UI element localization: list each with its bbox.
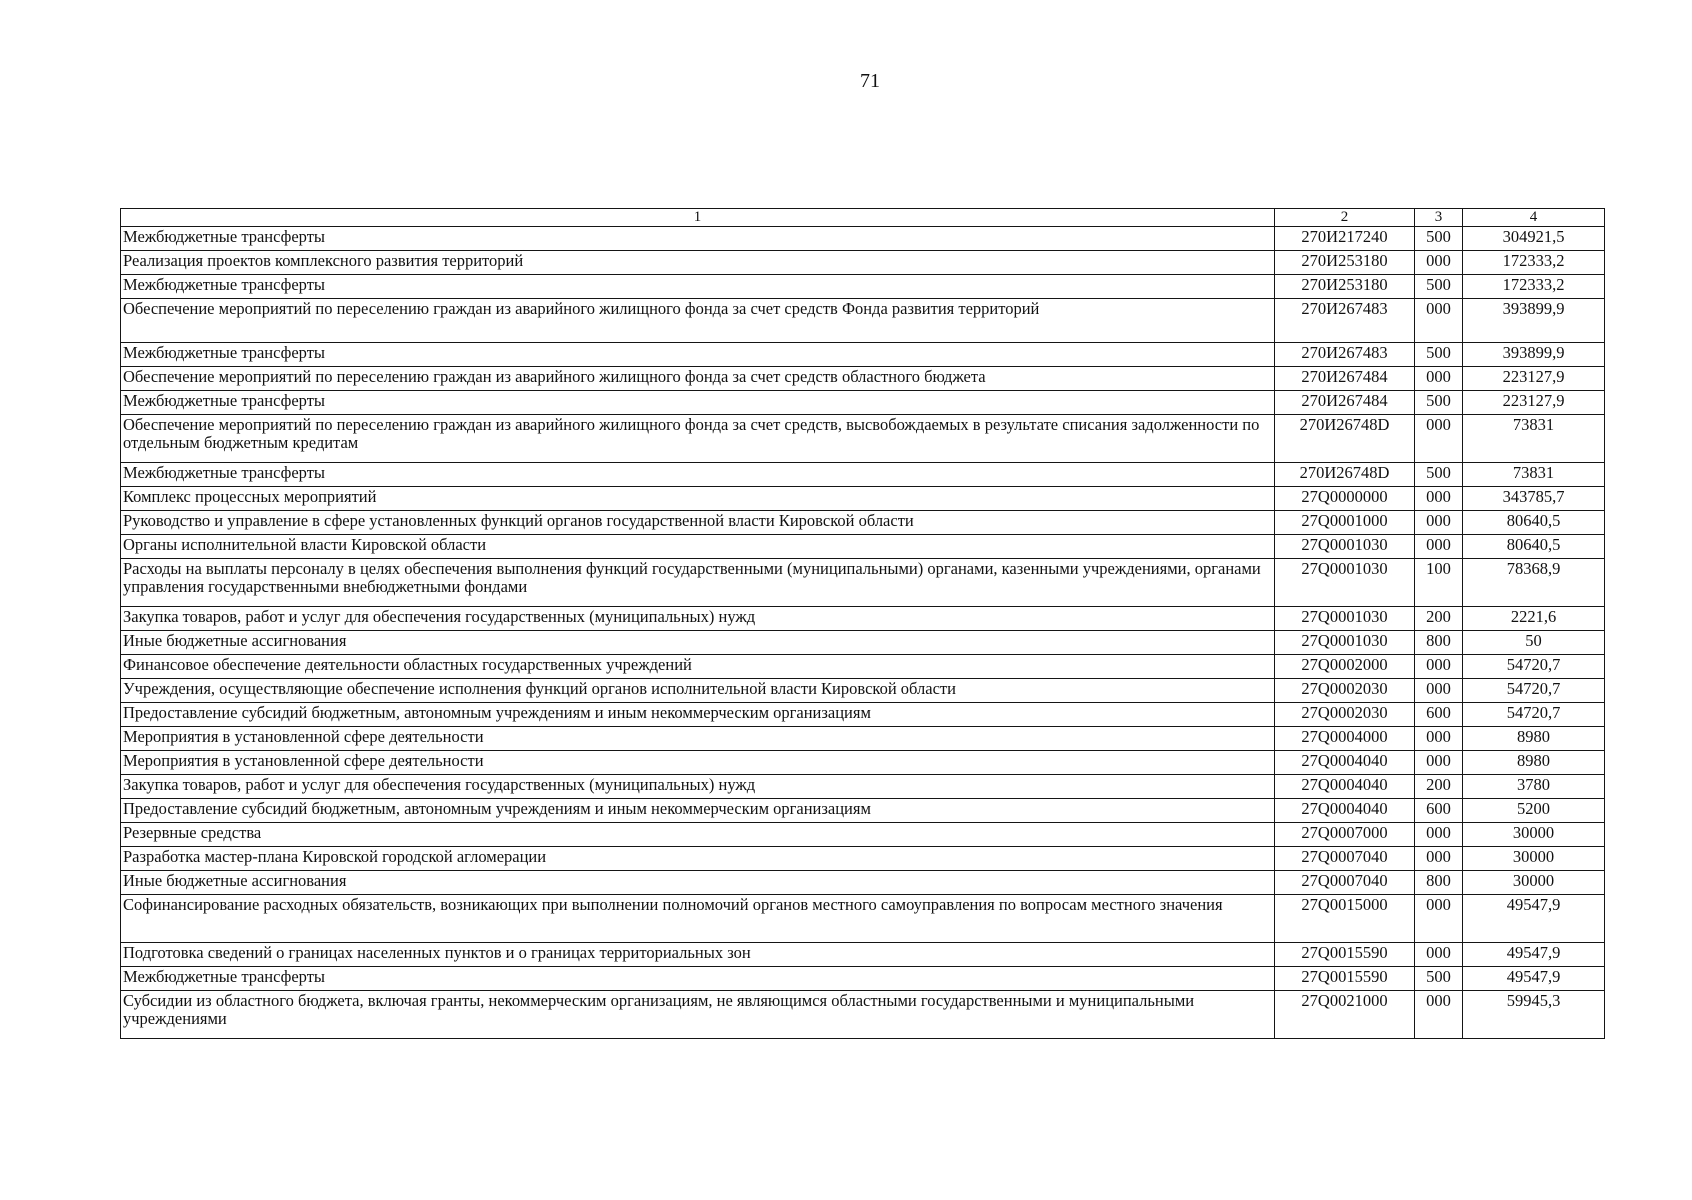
row-name: Обеспечение мероприятий по переселению граждан из аварийного жилищного фонда за счет средств, высвобождаемых в результате списания задолженности по отдельным бюджетным кредитам <box>121 415 1275 463</box>
row-amount: 172333,2 <box>1463 251 1605 275</box>
row-code: 27Q0021000 <box>1275 991 1415 1039</box>
row-code: 270И267484 <box>1275 391 1415 415</box>
row-expense-type: 500 <box>1415 343 1463 367</box>
row-amount: 30000 <box>1463 823 1605 847</box>
row-code: 270И253180 <box>1275 275 1415 299</box>
table-row <box>121 607 1605 631</box>
row-amount: 59945,3 <box>1463 991 1605 1039</box>
row-code: 27Q0002030 <box>1275 679 1415 703</box>
row-code: 27Q0015590 <box>1275 967 1415 991</box>
row-amount: 54720,7 <box>1463 655 1605 679</box>
row-amount: 393899,9 <box>1463 299 1605 343</box>
row-code: 27Q0002000 <box>1275 655 1415 679</box>
row-amount: 2221,6 <box>1463 607 1605 631</box>
row-name: Предоставление субсидий бюджетным, автономным учреждениям и иным некоммерческим организациям <box>121 799 1275 823</box>
table-row <box>121 823 1605 847</box>
row-expense-type: 000 <box>1415 415 1463 463</box>
row-expense-type: 800 <box>1415 631 1463 655</box>
row-name: Руководство и управление в сфере установленных функций органов государственной власти Кировской области <box>121 511 1275 535</box>
row-name: Реализация проектов комплексного развития территорий <box>121 251 1275 275</box>
row-name: Межбюджетные трансферты <box>121 343 1275 367</box>
row-amount: 73831 <box>1463 415 1605 463</box>
table-row <box>121 535 1605 559</box>
row-amount: 78368,9 <box>1463 559 1605 607</box>
row-expense-type: 500 <box>1415 463 1463 487</box>
table-row <box>121 943 1605 967</box>
row-code: 27Q0004040 <box>1275 751 1415 775</box>
row-code: 27Q0004000 <box>1275 727 1415 751</box>
row-expense-type: 500 <box>1415 967 1463 991</box>
table-row <box>121 703 1605 727</box>
row-amount: 172333,2 <box>1463 275 1605 299</box>
budget-table-body <box>121 209 1605 1039</box>
row-code: 27Q0000000 <box>1275 487 1415 511</box>
header-col-4: 4 <box>1463 209 1605 227</box>
row-amount: 49547,9 <box>1463 967 1605 991</box>
table-row <box>121 679 1605 703</box>
table-row <box>121 299 1605 343</box>
row-expense-type: 000 <box>1415 535 1463 559</box>
row-amount: 30000 <box>1463 847 1605 871</box>
row-amount: 8980 <box>1463 727 1605 751</box>
row-expense-type: 000 <box>1415 487 1463 511</box>
table-row <box>121 967 1605 991</box>
row-code: 27Q0007040 <box>1275 871 1415 895</box>
row-code: 270И267483 <box>1275 343 1415 367</box>
row-name: Резервные средства <box>121 823 1275 847</box>
table-row <box>121 751 1605 775</box>
row-code: 270И267483 <box>1275 299 1415 343</box>
row-expense-type: 000 <box>1415 511 1463 535</box>
row-expense-type: 000 <box>1415 751 1463 775</box>
row-name: Органы исполнительной власти Кировской области <box>121 535 1275 559</box>
row-amount: 73831 <box>1463 463 1605 487</box>
row-amount: 343785,7 <box>1463 487 1605 511</box>
table-row <box>121 227 1605 251</box>
row-expense-type: 000 <box>1415 655 1463 679</box>
row-expense-type: 000 <box>1415 251 1463 275</box>
row-amount: 50 <box>1463 631 1605 655</box>
row-name: Подготовка сведений о границах населенных пунктов и о границах территориальных зон <box>121 943 1275 967</box>
table-row <box>121 415 1605 463</box>
row-code: 27Q0001030 <box>1275 607 1415 631</box>
table-row <box>121 631 1605 655</box>
table-row <box>121 847 1605 871</box>
row-expense-type: 000 <box>1415 727 1463 751</box>
row-code: 270И217240 <box>1275 227 1415 251</box>
row-amount: 393899,9 <box>1463 343 1605 367</box>
row-name: Межбюджетные трансферты <box>121 967 1275 991</box>
row-name: Межбюджетные трансферты <box>121 463 1275 487</box>
row-expense-type: 000 <box>1415 991 1463 1039</box>
row-code: 27Q0007040 <box>1275 847 1415 871</box>
row-name: Обеспечение мероприятий по переселению граждан из аварийного жилищного фонда за счет средств областного бюджета <box>121 367 1275 391</box>
row-code: 27Q0001030 <box>1275 535 1415 559</box>
row-amount: 80640,5 <box>1463 511 1605 535</box>
row-expense-type: 600 <box>1415 799 1463 823</box>
row-name: Межбюджетные трансферты <box>121 391 1275 415</box>
row-code: 270И253180 <box>1275 251 1415 275</box>
row-code: 27Q0001000 <box>1275 511 1415 535</box>
row-amount: 49547,9 <box>1463 895 1605 943</box>
row-code: 27Q0015590 <box>1275 943 1415 967</box>
table-row <box>121 559 1605 607</box>
table-row <box>121 991 1605 1039</box>
row-name: Субсидии из областного бюджета, включая гранты, некоммерческим организациям, не являющимся областными государственными и муниципальными учреждениями <box>121 991 1275 1039</box>
row-expense-type: 000 <box>1415 943 1463 967</box>
row-name: Иные бюджетные ассигнования <box>121 631 1275 655</box>
page-number: 71 <box>860 70 880 92</box>
row-name: Мероприятия в установленной сфере деятельности <box>121 727 1275 751</box>
table-row <box>121 871 1605 895</box>
table-row <box>121 511 1605 535</box>
table-row <box>121 275 1605 299</box>
row-amount: 8980 <box>1463 751 1605 775</box>
row-amount: 54720,7 <box>1463 679 1605 703</box>
row-code: 27Q0001030 <box>1275 631 1415 655</box>
row-expense-type: 500 <box>1415 275 1463 299</box>
row-amount: 5200 <box>1463 799 1605 823</box>
table-row <box>121 727 1605 751</box>
budget-table <box>120 208 1605 1039</box>
row-amount: 49547,9 <box>1463 943 1605 967</box>
table-header-row <box>121 209 1605 227</box>
row-amount: 30000 <box>1463 871 1605 895</box>
row-expense-type: 800 <box>1415 871 1463 895</box>
table-row <box>121 367 1605 391</box>
row-code: 27Q0004040 <box>1275 775 1415 799</box>
row-expense-type: 000 <box>1415 823 1463 847</box>
row-code: 27Q0001030 <box>1275 559 1415 607</box>
row-name: Софинансирование расходных обязательств, возникающих при выполнении полномочий органов местного самоуправления по вопросам местного значения <box>121 895 1275 943</box>
row-amount: 223127,9 <box>1463 391 1605 415</box>
row-expense-type: 500 <box>1415 391 1463 415</box>
table-row <box>121 463 1605 487</box>
row-name: Обеспечение мероприятий по переселению граждан из аварийного жилищного фонда за счет средств Фонда развития территорий <box>121 299 1275 343</box>
row-name: Разработка мастер-плана Кировской городской агломерации <box>121 847 1275 871</box>
row-amount: 304921,5 <box>1463 227 1605 251</box>
row-expense-type: 600 <box>1415 703 1463 727</box>
row-name: Закупка товаров, работ и услуг для обеспечения государственных (муниципальных) нужд <box>121 775 1275 799</box>
row-name: Закупка товаров, работ и услуг для обеспечения государственных (муниципальных) нужд <box>121 607 1275 631</box>
row-code: 27Q0002030 <box>1275 703 1415 727</box>
row-name: Мероприятия в установленной сфере деятельности <box>121 751 1275 775</box>
row-name: Комплекс процессных мероприятий <box>121 487 1275 511</box>
row-amount: 54720,7 <box>1463 703 1605 727</box>
header-col-2: 2 <box>1275 209 1415 227</box>
row-expense-type: 000 <box>1415 299 1463 343</box>
row-code: 270И267484 <box>1275 367 1415 391</box>
row-code: 270И26748D <box>1275 415 1415 463</box>
table-row <box>121 343 1605 367</box>
row-amount: 223127,9 <box>1463 367 1605 391</box>
row-name: Расходы на выплаты персоналу в целях обеспечения выполнения функций государственными (муниципальными) органами, казенными учреждениями, органами управления государственными внебюджетными фондами <box>121 559 1275 607</box>
row-amount: 80640,5 <box>1463 535 1605 559</box>
row-expense-type: 200 <box>1415 607 1463 631</box>
row-expense-type: 200 <box>1415 775 1463 799</box>
row-code: 27Q0004040 <box>1275 799 1415 823</box>
row-code: 27Q0015000 <box>1275 895 1415 943</box>
table-row <box>121 251 1605 275</box>
row-expense-type: 000 <box>1415 847 1463 871</box>
row-expense-type: 000 <box>1415 895 1463 943</box>
row-expense-type: 100 <box>1415 559 1463 607</box>
row-name: Межбюджетные трансферты <box>121 275 1275 299</box>
row-name: Иные бюджетные ассигнования <box>121 871 1275 895</box>
header-col-3: 3 <box>1415 209 1463 227</box>
table-row <box>121 487 1605 511</box>
row-code: 27Q0007000 <box>1275 823 1415 847</box>
row-name: Межбюджетные трансферты <box>121 227 1275 251</box>
header-col-1: 1 <box>121 209 1275 227</box>
table-row <box>121 799 1605 823</box>
row-expense-type: 000 <box>1415 367 1463 391</box>
table-row <box>121 895 1605 943</box>
row-name: Учреждения, осуществляющие обеспечение исполнения функций органов исполнительной власти Кировской области <box>121 679 1275 703</box>
table-row <box>121 775 1605 799</box>
row-name: Финансовое обеспечение деятельности областных государственных учреждений <box>121 655 1275 679</box>
table-row <box>121 655 1605 679</box>
row-code: 270И26748D <box>1275 463 1415 487</box>
row-expense-type: 500 <box>1415 227 1463 251</box>
row-expense-type: 000 <box>1415 679 1463 703</box>
table-row <box>121 391 1605 415</box>
row-amount: 3780 <box>1463 775 1605 799</box>
row-name: Предоставление субсидий бюджетным, автономным учреждениям и иным некоммерческим организациям <box>121 703 1275 727</box>
